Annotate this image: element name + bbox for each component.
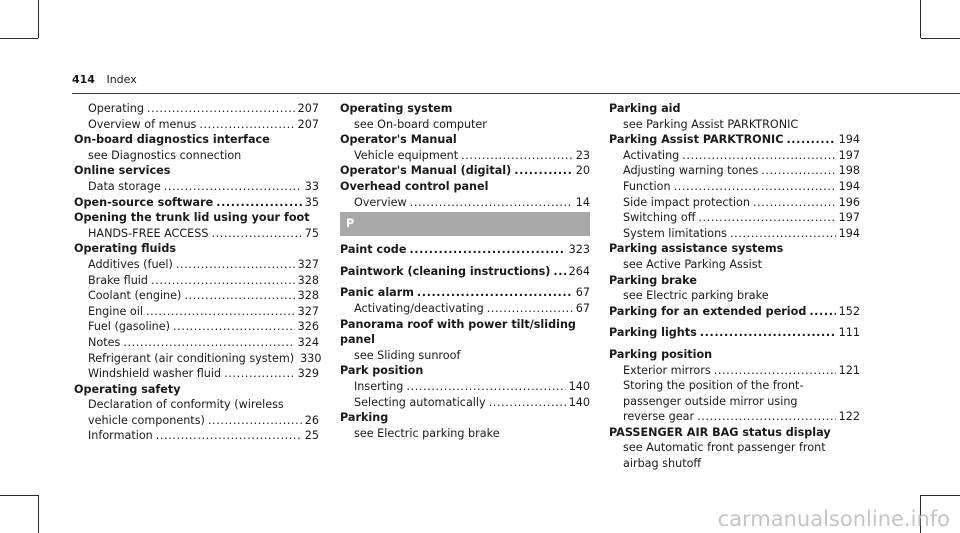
- page-header: [72, 73, 137, 86]
- page-reference-link[interactable]: 330: [300, 351, 322, 365]
- page-reference-link[interactable]: 33: [304, 179, 319, 193]
- index-subentry: [609, 226, 860, 242]
- dot-leader: [682, 148, 835, 164]
- index-subentry: [340, 379, 590, 395]
- page-reference-link[interactable]: 194: [838, 179, 860, 193]
- entry-text: Parking Assist PARKTRONIC: [609, 133, 784, 147]
- page-reference-link[interactable]: 327: [297, 257, 319, 271]
- entry-text: Selecting automatically: [354, 395, 486, 409]
- index-entry: On-board diagnostics interface: [74, 133, 270, 147]
- entry-text: Inserting: [354, 379, 404, 393]
- page-reference-link[interactable]: 26: [304, 413, 319, 427]
- index-entry: Operating fluids: [74, 242, 176, 256]
- index-subentry: see Automatic front passenger front: [623, 441, 826, 455]
- entry-text: Parking lights: [609, 326, 697, 340]
- page-reference-link[interactable]: 23: [575, 148, 590, 162]
- index-subentry: [609, 179, 860, 195]
- index-subentry: airbag shutoff: [623, 457, 702, 471]
- index-entry: Operating system: [340, 102, 453, 115]
- page-reference-link[interactable]: 207: [297, 102, 319, 115]
- index-subentry: [74, 413, 319, 429]
- entry-text: Function: [623, 179, 671, 193]
- index-subentry: see Diagnostics connection: [88, 148, 242, 162]
- section-letter-header: P: [340, 212, 590, 236]
- index-subentry: [74, 273, 319, 289]
- page-number: 414: [72, 73, 95, 86]
- page-reference-link[interactable]: 197: [838, 211, 860, 225]
- entry-text: Windshield washer fluid: [88, 367, 222, 381]
- entry-text: Paint code: [340, 243, 407, 257]
- index-entry: panel: [340, 333, 375, 347]
- entry-text: Paintwork (cleaning instructions): [340, 264, 551, 278]
- entry-text: Parking for an extended period: [609, 304, 807, 318]
- entry-text: Overview of menus: [88, 117, 197, 131]
- index-entry: Park position: [340, 364, 424, 378]
- entry-text: Adjusting warning tones: [623, 164, 759, 178]
- index-subentry: see On-board computer: [354, 117, 487, 131]
- index-column-3: [609, 101, 860, 472]
- index-subentry: see Active Parking Assist: [623, 257, 762, 271]
- entry-text: Switching off: [623, 211, 696, 225]
- index-entry: Parking assistance systems: [609, 242, 784, 256]
- index-entry: Parking brake: [609, 273, 697, 287]
- index-subentry: see Electric parking brake: [623, 289, 769, 303]
- page-reference-link[interactable]: 323: [568, 243, 590, 257]
- index-subentry: see Electric parking brake: [354, 426, 500, 440]
- index-entry: [609, 132, 860, 148]
- dot-leader: [224, 366, 295, 382]
- page-reference-link[interactable]: 152: [838, 304, 860, 318]
- index-subentry: passenger outside mirror using: [623, 394, 798, 408]
- entry-text: Overview: [354, 195, 407, 209]
- index-subentry: [74, 319, 319, 335]
- dot-leader: [489, 395, 566, 411]
- dot-leader: [173, 319, 295, 335]
- entry-text: HANDS-FREE ACCESS: [88, 226, 209, 240]
- index-entry: Opening the trunk lid using your foot: [74, 211, 310, 225]
- page-reference-link[interactable]: 328: [297, 289, 319, 303]
- page-reference-link[interactable]: 20: [575, 164, 590, 178]
- index-entry: Panorama roof with power tilt/sliding: [340, 317, 576, 331]
- page-reference-link[interactable]: 14: [575, 195, 590, 209]
- entry-text: Activating/deactivating: [354, 301, 484, 315]
- page-reference-link[interactable]: 67: [575, 286, 590, 300]
- section-title: Index: [106, 73, 137, 86]
- dot-leader: [553, 264, 565, 280]
- index-entry: [340, 242, 590, 258]
- index-subentry: [74, 351, 322, 367]
- entry-text: Open-source software: [74, 195, 214, 209]
- index-subentry: [340, 301, 590, 317]
- entry-text: Side impact protection: [623, 195, 750, 209]
- dot-leader: [123, 335, 294, 351]
- dot-leader: [753, 195, 836, 211]
- entry-text: reverse gear: [623, 410, 695, 424]
- crop-mark: [921, 38, 960, 39]
- entry-text: Information: [88, 429, 153, 443]
- index-entry: Parking aid: [609, 102, 681, 115]
- index-entry: Parking position: [609, 347, 713, 361]
- page-reference-link[interactable]: 121: [838, 363, 860, 377]
- index-subentry: [74, 288, 319, 304]
- index-subentry: [74, 428, 319, 444]
- index-subentry: [609, 163, 860, 179]
- index-subentry: [74, 366, 319, 382]
- dot-leader: [151, 273, 295, 289]
- dot-leader: [417, 285, 573, 301]
- dot-leader: [409, 242, 565, 258]
- index-subentry: Declaration of conformity (wireless: [88, 398, 284, 412]
- entry-text: Data storage: [88, 179, 161, 193]
- page-reference-link[interactable]: 329: [297, 367, 319, 381]
- entry-text: vehicle components): [88, 413, 205, 427]
- dot-leader: [147, 101, 295, 117]
- dot-leader: [211, 226, 301, 242]
- index-entry: Operating safety: [74, 382, 181, 396]
- entry-text: Panic alarm: [340, 286, 414, 300]
- page-reference-link[interactable]: 197: [838, 148, 860, 162]
- index-subentry: [609, 148, 860, 164]
- entry-text: Additives (fuel): [88, 257, 173, 271]
- dot-leader: [700, 325, 836, 341]
- entry-text: Activating: [623, 148, 680, 162]
- page-reference-link[interactable]: 327: [297, 304, 319, 318]
- crop-mark: [38, 0, 39, 38]
- dot-leader: [714, 363, 836, 379]
- index-entry: Overhead control panel: [340, 179, 489, 193]
- watermark: carmanualsonline.info: [717, 507, 950, 531]
- crop-mark: [0, 38, 38, 39]
- entry-text: Coolant (engine): [88, 289, 182, 303]
- entry-text: Operating: [88, 102, 144, 115]
- dot-leader: [184, 288, 294, 304]
- dot-leader: [410, 195, 573, 211]
- crop-mark: [920, 0, 921, 38]
- dot-leader: [674, 179, 836, 195]
- index-entry: [340, 163, 590, 179]
- header-divider: [72, 93, 960, 94]
- entry-text: Notes: [88, 335, 121, 349]
- entry-text: Brake fluid: [88, 273, 148, 287]
- page-reference-link[interactable]: 111: [838, 326, 860, 340]
- dot-leader: [698, 210, 835, 226]
- page-reference-link[interactable]: 196: [838, 195, 860, 209]
- page-reference-link[interactable]: 25: [304, 429, 319, 443]
- index-subentry: [74, 335, 319, 351]
- dot-leader: [199, 117, 294, 133]
- dot-leader: [406, 379, 565, 395]
- dot-leader: [164, 179, 302, 195]
- index-subentry: [609, 195, 860, 211]
- page-reference-link[interactable]: 35: [304, 195, 319, 209]
- dot-leader: [697, 409, 836, 425]
- dot-leader: [809, 304, 835, 320]
- dot-leader: [146, 304, 295, 320]
- index-column-2: [340, 101, 590, 441]
- entry-text: Operator's Manual (digital): [340, 164, 512, 178]
- crop-mark: [0, 495, 38, 496]
- index-subentry: [74, 304, 319, 320]
- entry-text: Fuel (gasoline): [88, 320, 171, 334]
- index-subentry: Storing the position of the front-: [623, 379, 804, 393]
- entry-text: Refrigerant (air conditioning system): [88, 351, 295, 365]
- crop-mark: [38, 495, 39, 533]
- index-subentry: [74, 257, 319, 273]
- index-subentry: [340, 195, 590, 211]
- index-entry: [74, 195, 319, 211]
- dot-leader: [514, 163, 573, 179]
- index-column-1: [74, 101, 322, 444]
- index-entry: Online services: [74, 164, 171, 178]
- index-entry: [609, 304, 860, 320]
- entry-text: Engine oil: [88, 304, 143, 318]
- index-entry: Operator's Manual: [340, 133, 457, 147]
- page-reference-link[interactable]: 194: [838, 133, 860, 147]
- entry-text: Vehicle equipment: [354, 148, 459, 162]
- index-entry: [340, 264, 590, 280]
- index-entry: Parking: [340, 411, 389, 425]
- index-subentry: see Sliding sunroof: [354, 348, 461, 362]
- dot-leader: [786, 132, 835, 148]
- dot-leader: [216, 195, 302, 211]
- index-subentry: [609, 363, 860, 379]
- page-reference-link[interactable]: 122: [838, 410, 860, 424]
- page-reference-link[interactable]: 140: [568, 395, 590, 409]
- page-reference-link[interactable]: 194: [838, 226, 860, 240]
- crop-mark: [921, 495, 960, 496]
- index-subentry: [74, 226, 319, 242]
- dot-leader: [730, 226, 836, 242]
- index-subentry: [609, 210, 860, 226]
- index-subentry: [74, 179, 319, 195]
- page-reference-link[interactable]: 326: [297, 320, 319, 334]
- page-reference-link[interactable]: 207: [297, 117, 319, 131]
- dot-leader: [176, 257, 295, 273]
- index-subentry: [609, 409, 860, 425]
- index-entry: PASSENGER AIR BAG status display: [609, 425, 831, 439]
- index-entry: [340, 285, 590, 301]
- entry-text: System limitations: [623, 226, 727, 240]
- dot-leader: [487, 301, 573, 317]
- dot-leader: [761, 163, 835, 179]
- index-subentry: see Parking Assist PARKTRONIC: [623, 117, 799, 131]
- page-reference-link[interactable]: 67: [575, 301, 590, 315]
- index-subentry: [74, 117, 319, 133]
- dot-leader: [461, 148, 573, 164]
- page-reference-link[interactable]: 264: [568, 264, 590, 278]
- index-subentry: [74, 101, 319, 117]
- dot-leader: [156, 428, 302, 444]
- page-reference-link[interactable]: 140: [568, 379, 590, 393]
- entry-text: Exterior mirrors: [623, 363, 711, 377]
- index-subentry: [340, 395, 590, 411]
- page-reference-link[interactable]: 198: [838, 164, 860, 178]
- dot-leader: [208, 413, 302, 429]
- page-reference-link[interactable]: 75: [304, 226, 319, 240]
- index-entry: [609, 325, 860, 341]
- page-reference-link[interactable]: 324: [297, 335, 319, 349]
- page-reference-link[interactable]: 328: [297, 273, 319, 287]
- index-subentry: [340, 148, 590, 164]
